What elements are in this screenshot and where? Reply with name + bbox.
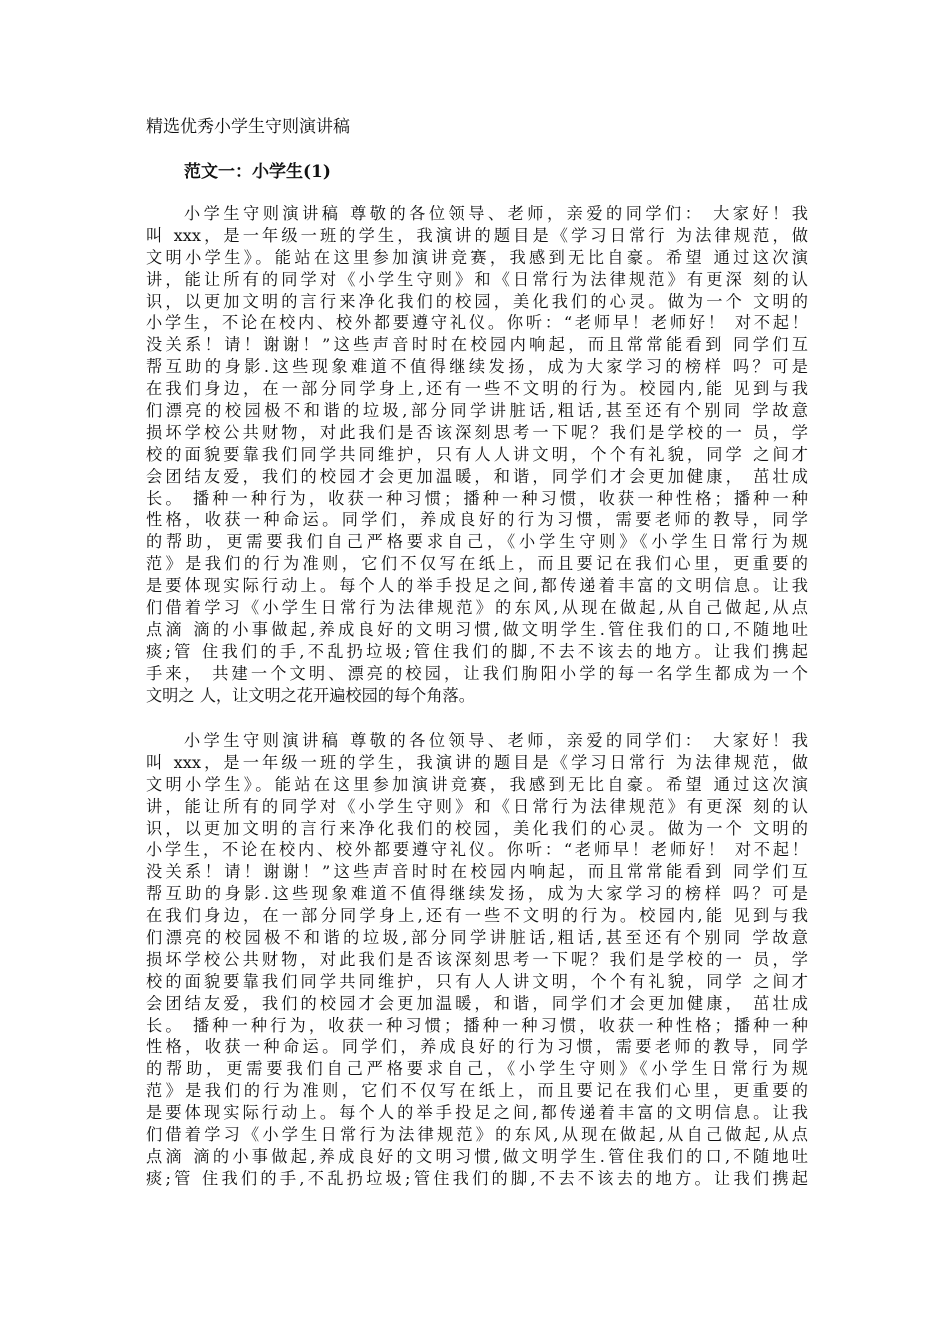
text-line: 会团结友爱，我们的校园才会更加温暖，和谐，同学们才会更加健康， 茁壮成 — [146, 993, 808, 1013]
text-line: 文明小学生》。能站在这里参加演讲竞赛，我感到无比自豪。希望 通过这次演 — [146, 247, 808, 267]
text-line: 文明小学生》。能站在这里参加演讲竞赛，我感到无比自豪。希望 通过这次演 — [146, 774, 808, 794]
text-line: 的帮助，更需要我们自己严格要求自己，《小学生守则》《小学生日常行为规 — [146, 532, 808, 552]
text-line: 痰;管 住我们的手,不乱扔垃圾;管住我们的脚,不去不该去的地方。让我们携起 — [146, 1168, 808, 1188]
text-line: 帮互助的身影.这些现象难道不值得继续发扬，成为大家学习的榜样 吗？可是 — [146, 884, 808, 904]
text-line: 点滴 滴的小事做起,养成良好的文明习惯,做文明学生.管住我们的口,不随地吐 — [146, 1146, 808, 1166]
text-line: 会团结友爱，我们的校园才会更加温暖，和谐，同学们才会更加健康， 茁壮成 — [146, 466, 808, 486]
text-line: 帮互助的身影.这些现象难道不值得继续发扬，成为大家学习的榜样 吗？可是 — [146, 357, 808, 377]
document-title: 精选优秀小学生守则演讲稿 — [146, 117, 350, 137]
text-line: 点滴 滴的小事做起,养成良好的文明习惯,做文明学生.管住我们的口,不随地吐 — [146, 619, 808, 639]
text-line: 们漂亮的校园极不和谐的垃圾,部分同学讲脏话,粗话,甚至还有个别同 学故意 — [146, 401, 808, 421]
text-line: 叫 xxx，是一年级一班的学生，我演讲的题目是《学习日常行 为法律规范，做 — [146, 225, 808, 245]
text-line: 手来， 共建一个文明、漂亮的校园，让我们朐阳小学的每一名学生都成为一个 — [146, 663, 808, 683]
text-line: 损坏学校公共财物，对此我们是否该深刻思考一下呢？我们是学校的一 员，学 — [146, 422, 808, 442]
paragraph-1 — [146, 203, 808, 706]
text-line: 校的面貌要靠我们同学共同维护，只有人人讲文明，个个有礼貌，同学 之间才 — [146, 971, 808, 991]
text-line: 叫 xxx，是一年级一班的学生，我演讲的题目是《学习日常行 为法律规范，做 — [146, 752, 808, 772]
text-line: 没关系！请！谢谢！”这些声音时时在校园内响起，而且常常能看到 同学们互 — [146, 862, 808, 882]
text-line: 小学生，不论在校内、校外都要遵守礼仪。你听：“老师早！老师好！ 对不起！ — [146, 313, 808, 333]
text-line: 性格，收获一种命运。同学们，养成良好的行为习惯，需要老师的教导，同学 — [146, 1037, 808, 1057]
text-line: 讲，能让所有的同学对《小学生守则》和《日常行为法律规范》有更深 刻的认 — [146, 796, 808, 816]
text-line: 痰;管 住我们的手,不乱扔垃圾;管住我们的脚,不去不该去的地方。让我们携起 — [146, 641, 808, 661]
text-line: 识，以更加文明的言行来净化我们的校园，美化我们的心灵。做为一个 文明的 — [146, 291, 808, 311]
text-line: 小学生守则演讲稿 尊敬的各位领导、老师，亲爱的同学们： 大家好！我 — [184, 731, 808, 750]
text-line: 小学生守则演讲稿 尊敬的各位领导、老师，亲爱的同学们： 大家好！我 — [184, 204, 808, 223]
text-line: 的帮助，更需要我们自己严格要求自己，《小学生守则》《小学生日常行为规 — [146, 1059, 808, 1079]
text-line: 没关系！请！谢谢！”这些声音时时在校园内响起，而且常常能看到 同学们互 — [146, 335, 808, 355]
text-line: 小学生，不论在校内、校外都要遵守礼仪。你听：“老师早！老师好！ 对不起！ — [146, 840, 808, 860]
paragraph-2 — [146, 730, 808, 1190]
text-line: 在我们身边，在一部分同学身上,还有一些不文明的行为。校园内,能 见到与我 — [146, 906, 808, 926]
text-line: 是要体现实际行动上。每个人的举手投足之间,都传递着丰富的文明信息。让我 — [146, 576, 808, 596]
text-line: 范》是我们的行为准则，它们不仅写在纸上，而且要记在我们心里，更重要的 — [146, 1081, 808, 1101]
text-line: 讲，能让所有的同学对《小学生守则》和《日常行为法律规范》有更深 刻的认 — [146, 269, 808, 289]
text-line: 们借着学习《小学生日常行为法律规范》的东风,从现在做起,从自己做起,从点 — [146, 598, 808, 618]
text-line: 在我们身边，在一部分同学身上,还有一些不文明的行为。校园内,能 见到与我 — [146, 379, 808, 399]
text-line: 范》是我们的行为准则，它们不仅写在纸上，而且要记在我们心里，更重要的 — [146, 554, 808, 574]
text-line: 是要体现实际行动上。每个人的举手投足之间,都传递着丰富的文明信息。让我 — [146, 1103, 808, 1123]
text-line: 们借着学习《小学生日常行为法律规范》的东风,从现在做起,从自己做起,从点 — [146, 1125, 808, 1145]
text-line: 识，以更加文明的言行来净化我们的校园，美化我们的心灵。做为一个 文明的 — [146, 818, 808, 838]
section-heading: 范文一：小学生(1) — [184, 162, 331, 182]
text-line: 们漂亮的校园极不和谐的垃圾,部分同学讲脏话,粗话,甚至还有个别同 学故意 — [146, 928, 808, 948]
text-line: 性格，收获一种命运。同学们，养成良好的行为习惯，需要老师的教导，同学 — [146, 510, 808, 530]
text-line: 长。 播种一种行为，收获一种习惯；播种一种习惯，收获一种性格；播种一种 — [146, 1015, 808, 1035]
text-line: 长。 播种一种行为，收获一种习惯；播种一种习惯，收获一种性格；播种一种 — [146, 488, 808, 508]
text-line: 损坏学校公共财物，对此我们是否该深刻思考一下呢？我们是学校的一 员，学 — [146, 949, 808, 969]
text-line: 校的面貌要靠我们同学共同维护，只有人人讲文明，个个有礼貌，同学 之间才 — [146, 444, 808, 464]
text-line: 文明之 人，让文明之花开遍校园的每个角落。 — [146, 685, 475, 705]
